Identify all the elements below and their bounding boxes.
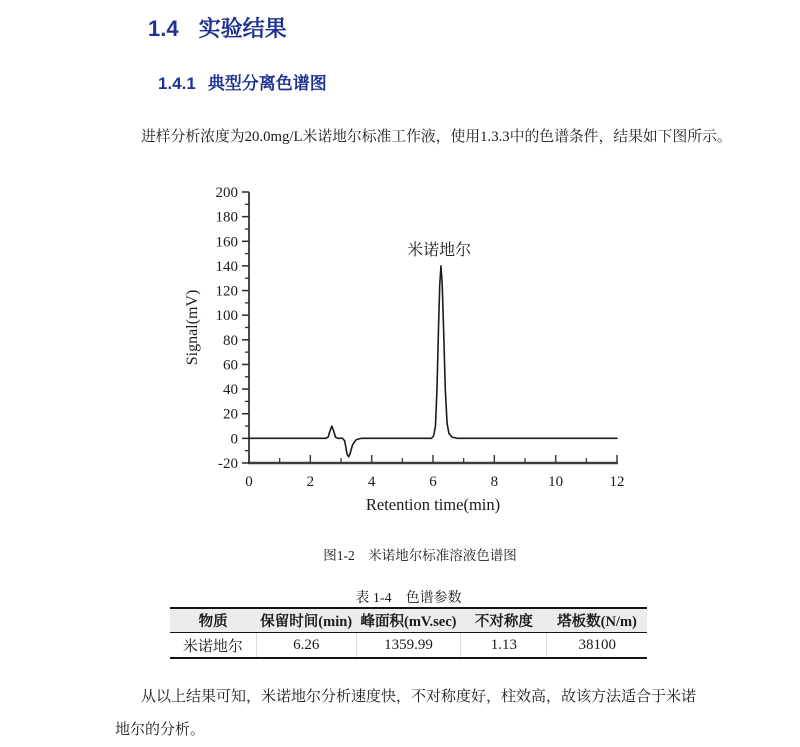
conclusion-paragraph: 从以上结果可知，米诺地尔分析速度快，不对称度好，柱效高，故该方法适合于米诺地尔的分析。 — [115, 689, 697, 738]
y-tick-label: 20 — [223, 406, 238, 423]
table-header-cell: 保留时间(min) — [256, 608, 356, 633]
x-tick-label: 0 — [245, 474, 253, 490]
table-cell: 38100 — [547, 633, 647, 659]
section-title: 实验结果 — [198, 16, 287, 41]
table-title: 表 1-4 色谱参数 — [355, 591, 462, 606]
x-tick-label: 10 — [548, 474, 564, 490]
y-tick-label: 60 — [223, 357, 238, 374]
x-axis-title: Retention time(min) — [365, 495, 501, 514]
figure-caption: 图1-2 米诺地尔标准溶液色谱图 — [323, 548, 517, 563]
params-table-head — [170, 608, 647, 633]
table-row — [170, 633, 647, 659]
y-tick-label: 100 — [215, 308, 238, 325]
table-cell: 米诺地尔 — [182, 638, 243, 655]
y-tick-label: 120 — [215, 283, 238, 300]
x-tick-label: 6 — [429, 474, 437, 490]
table-header-cell: 峰面积(mV.sec) — [356, 608, 461, 633]
y-tick-label: 200 — [215, 185, 238, 201]
table-header-row — [170, 608, 647, 633]
y-tick-label: 140 — [215, 258, 238, 275]
subsection-heading — [158, 69, 327, 94]
x-tick-label: 12 — [609, 474, 625, 490]
y-axis-title: Signal(mV) — [184, 289, 201, 366]
subsection-number: 1.4.1 — [158, 74, 196, 93]
x-tick-label: 2 — [306, 474, 315, 490]
section-heading — [148, 12, 287, 43]
params-table — [170, 607, 647, 659]
y-tick-label: 160 — [215, 234, 238, 251]
params-table-body — [170, 633, 647, 659]
y-tick-label: 80 — [223, 332, 238, 349]
table-header-cell: 塔板数(N/m) — [547, 608, 647, 633]
table-header-cell: 物质 — [170, 608, 256, 633]
subsection-title: 典型分离色谱图 — [207, 74, 327, 93]
y-tick-label: 180 — [215, 209, 238, 226]
x-tick-label: 4 — [367, 474, 376, 490]
chromatogram-figure — [180, 185, 640, 520]
table-cell: 6.26 — [256, 633, 356, 659]
intro-paragraph: 进样分析浓度为20.0mg/L米诺地尔标准工作液，使用1.3.3中的色谱条件，结果如下图所示。 — [141, 128, 732, 145]
y-tick-label: 0 — [230, 431, 238, 448]
chromatogram-svg — [180, 185, 640, 520]
table-header-cell: 不对称度 — [461, 608, 547, 633]
y-tick-label: 40 — [223, 382, 238, 399]
chromatogram-curve — [249, 266, 617, 457]
table-cell: 1.13 — [461, 633, 547, 659]
y-tick-label: -20 — [218, 456, 238, 472]
table-cell: 1359.99 — [356, 633, 461, 659]
x-tick-label: 8 — [490, 474, 499, 490]
peak-annotation: 米诺地尔 — [407, 241, 472, 259]
section-number: 1.4 — [148, 16, 179, 41]
